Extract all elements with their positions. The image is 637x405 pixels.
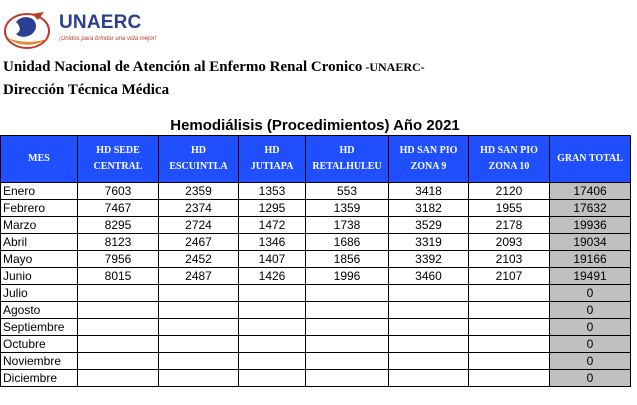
value-cell: 2724 [159,217,239,234]
value-cell: 2467 [159,234,239,251]
value-cell [389,353,469,370]
value-cell [159,336,239,353]
value-cell [239,370,306,387]
header-line-1-suffix: -UNAERC- [362,60,425,74]
table-row [1,234,631,251]
table-body [1,183,631,387]
value-cell [239,353,306,370]
value-cell: 1426 [239,268,306,285]
total-cell: 0 [550,285,631,302]
value-cell: 1472 [239,217,306,234]
column-header [78,136,159,183]
table-row [1,251,631,268]
month-cell: Mayo [1,251,78,268]
month-cell: Febrero [1,200,78,217]
column-header-label: GRAN TOTAL [557,153,623,164]
value-cell: 7603 [78,183,159,200]
value-cell: 1996 [306,268,389,285]
value-cell: 8295 [78,217,159,234]
value-cell [159,370,239,387]
value-cell: 3529 [389,217,469,234]
value-cell: 1359 [306,200,389,217]
column-header-label: ESCUINTLA [169,161,228,172]
table-row [1,183,631,200]
total-cell: 0 [550,370,631,387]
value-cell [78,285,159,302]
column-header-label: HD SAN PIO [480,145,538,156]
column-header [239,136,306,183]
month-cell: Julio [1,285,78,302]
value-cell [469,302,550,319]
table-row [1,268,631,285]
value-cell [389,319,469,336]
value-cell [239,336,306,353]
header-line-2: Dirección Técnica Médica [3,82,170,98]
value-cell: 2120 [469,183,550,200]
column-header [159,136,239,183]
value-cell [239,302,306,319]
column-header-label: CENTRAL [93,161,143,172]
column-header-label: ZONA 10 [488,161,530,172]
value-cell [306,285,389,302]
table-row [1,302,631,319]
value-cell [239,285,306,302]
column-header-label: ZONA 9 [410,161,447,172]
value-cell [78,353,159,370]
value-cell: 1407 [239,251,306,268]
value-cell: 553 [306,183,389,200]
column-header-label: MES [28,153,50,164]
column-header-label: HD [339,145,355,156]
total-cell: 0 [550,319,631,336]
header-line-1-text: Unidad Nacional de Atención al Enfermo Renal Cronico [3,59,363,75]
table-title: Hemodiálisis (Procedimientos) Año 2021 [170,117,460,134]
value-cell [78,302,159,319]
brand-tagline: ¡Unidos para brindar una vida mejor! [59,36,157,42]
value-cell: 1686 [306,234,389,251]
value-cell [469,285,550,302]
column-header-label: HD SAN PIO [399,145,458,156]
column-header [306,136,389,183]
header-line-1 [3,59,425,76]
value-cell: 2178 [469,217,550,234]
value-cell: 1353 [239,183,306,200]
value-cell [306,353,389,370]
total-cell: 0 [550,336,631,353]
month-cell: Marzo [1,217,78,234]
value-cell [389,336,469,353]
value-cell: 8123 [78,234,159,251]
value-cell [159,353,239,370]
value-cell: 1955 [469,200,550,217]
value-cell [78,319,159,336]
value-cell: 7467 [78,200,159,217]
total-cell: 17406 [550,183,631,200]
value-cell [78,336,159,353]
value-cell [469,353,550,370]
value-cell: 2093 [469,234,550,251]
value-cell [239,319,306,336]
value-cell: 3182 [389,200,469,217]
table-row [1,217,631,234]
value-cell: 2487 [159,268,239,285]
value-cell [306,319,389,336]
kidney-hands-icon [2,8,56,54]
value-cell: 2103 [469,251,550,268]
value-cell [306,302,389,319]
month-cell: Abril [1,234,78,251]
value-cell: 2107 [469,268,550,285]
month-cell: Agosto [1,302,78,319]
column-header-label: HD [264,145,280,156]
value-cell: 1738 [306,217,389,234]
value-cell: 3319 [389,234,469,251]
value-cell [159,302,239,319]
value-cell [159,319,239,336]
total-cell: 0 [550,302,631,319]
column-header [469,136,550,183]
table-header-row [1,136,631,183]
value-cell [389,285,469,302]
month-cell: Septiembre [1,319,78,336]
value-cell: 8015 [78,268,159,285]
total-cell: 17632 [550,200,631,217]
value-cell: 1856 [306,251,389,268]
value-cell [469,319,550,336]
total-cell: 0 [550,353,631,370]
total-cell: 19491 [550,268,631,285]
value-cell: 7956 [78,251,159,268]
value-cell: 3418 [389,183,469,200]
column-header [389,136,469,183]
value-cell: 1295 [239,200,306,217]
total-cell: 19034 [550,234,631,251]
value-cell: 3392 [389,251,469,268]
month-cell: Octubre [1,336,78,353]
column-header-label: HD [191,145,206,156]
unaerc-logo [2,8,162,54]
value-cell: 2452 [159,251,239,268]
value-cell [306,336,389,353]
column-header [550,136,631,183]
total-cell: 19936 [550,217,631,234]
value-cell [469,336,550,353]
value-cell: 2374 [159,200,239,217]
value-cell [469,370,550,387]
total-cell: 19166 [550,251,631,268]
column-header-label: RETALHULEU [312,161,382,172]
month-cell: Noviembre [1,353,78,370]
value-cell [389,302,469,319]
table-row [1,370,631,387]
value-cell [78,370,159,387]
hemodialisis-table [0,135,631,387]
brand-name: UNAERC [59,12,142,33]
month-cell: Enero [1,183,78,200]
value-cell: 2359 [159,183,239,200]
column-header [1,136,78,183]
table-row [1,285,631,302]
table-row [1,200,631,217]
value-cell: 3460 [389,268,469,285]
column-header-label: JUTIAPA [250,161,294,172]
value-cell [159,285,239,302]
value-cell: 1346 [239,234,306,251]
month-cell: Junio [1,268,78,285]
value-cell [389,370,469,387]
month-cell: Diciembre [1,370,78,387]
table-row [1,319,631,336]
table-row [1,353,631,370]
value-cell [306,370,389,387]
table-row [1,336,631,353]
column-header-label: HD SEDE [96,145,140,156]
